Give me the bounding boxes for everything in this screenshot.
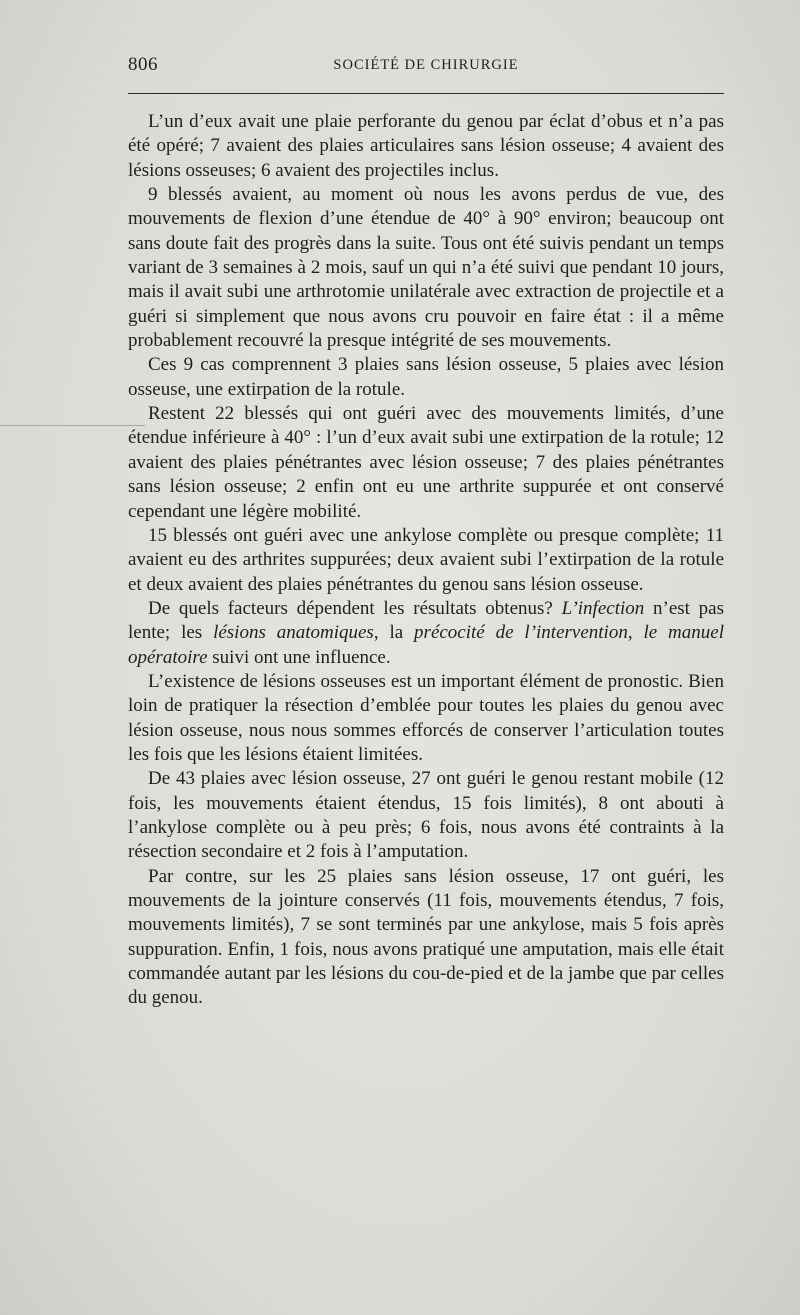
page-header	[128, 54, 724, 80]
paragraph-3: Ces 9 cas comprennent 3 plaies sans lésion osseuse, 5 plaies avec lésion osseuse, une extirpation de la rotule.	[128, 354, 724, 400]
text-run: ,	[627, 622, 644, 644]
page-number: 806	[128, 54, 158, 75]
margin-line	[0, 425, 145, 426]
paragraph-8: De 43 plaies avec lésion osseuse, 27 ont guéri le genou restant mobile (12 fois, les mouvements étaient étendus, 15 fois limités), 8 ont abouti à l’ankylose complète ou à peu près; 6 fois, nous avons été contraints à la résection secondaire et 2 fois à l’amputation.	[128, 768, 724, 863]
paragraph-6	[128, 597, 724, 670]
italic-term-manuel: le manuel opératoire	[128, 622, 724, 668]
italic-term-precocite: précocité de l’intervention	[414, 622, 628, 644]
running-title: SOCIÉTÉ DE CHIRURGIE	[333, 57, 519, 73]
text-run: , la	[373, 622, 415, 644]
text-run: n’est pas lente; les	[128, 597, 724, 644]
paragraph-2: 9 blessés avaient, au moment où nous les avons perdus de vue, des mouvements de flexion d’une étendue de 40° à 90° environ; beaucoup ont sans doute fait des progrès dans la suite. Tous ont été suivis pendant un temps variant de 3 semaines à 2 mois, sauf un qui n’a été suivi que pendant 10 jours, mais il avait subi une arthrotomie unilatérale avec extraction de projectile et a guéri si simplement que nous avons cru pouvoir en faire état : il a même probablement recouvré la presque intégrité de ses mouvements.	[128, 184, 724, 352]
paragraph-9: Par contre, sur les 25 plaies sans lésion osseuse, 17 ont guéri, les mouvements de la jointure conservés (11 fois, mouvements étendus, 7 fois, mouvements limités), 7 se sont terminés par une ankylose, mais 5 fois après suppuration. Enfin, 1 fois, nous avons pratiqué une amputation, mais elle était commandée autant par les lésions du cou-de-pied et de la jambe que par celles du genou.	[128, 865, 724, 1009]
text-run: De quels facteurs dépendent les résultats obtenus?	[148, 597, 562, 619]
text-run: suivi ont une influence.	[207, 646, 391, 668]
italic-term-lesions: lésions anatomiques	[213, 622, 374, 644]
paragraph-1: L’un d’eux avait une plaie perforante du genou par éclat d’obus et n’a pas été opéré; 7 avaient des plaies articulaires sans lésion osseuse; 4 avaient des lésions osseuses; 6 avaient des projectiles inclus.	[128, 111, 724, 181]
paragraph-5: 15 blessés ont guéri avec une ankylose complète ou presque complète; 11 avaient eu des arthrites suppurées; deux avaient subi l’extirpation de la rotule et deux avaient des plaies pénétrantes du genou sans lésion osseuse.	[128, 524, 724, 595]
paragraph-7: L’existence de lésions osseuses est un important élément de pronostic. Bien loin de pratiquer la résection d’emblée pour toutes les plaies du genou avec lésion osseuse, nous nous sommes efforcés de conserver l’articulation toutes les fois que les lésions étaient limitées.	[128, 670, 724, 765]
italic-term-infection: L’infection	[561, 597, 645, 619]
header-rule	[128, 93, 724, 94]
paragraph-4: Restent 22 blessés qui ont guéri avec des mouvements limités, d’une étendue inférieure à 40° : l’un d’eux avait subi une extirpation de la rotule; 12 avaient des plaies pénétrantes avec lésion osseuse; 7 des plaies pénétrantes sans lésion osseuse; 2 enfin ont eu une arthrite suppurée et ont conservé cependant une légère mobilité.	[128, 403, 724, 522]
body-text	[128, 110, 724, 1011]
